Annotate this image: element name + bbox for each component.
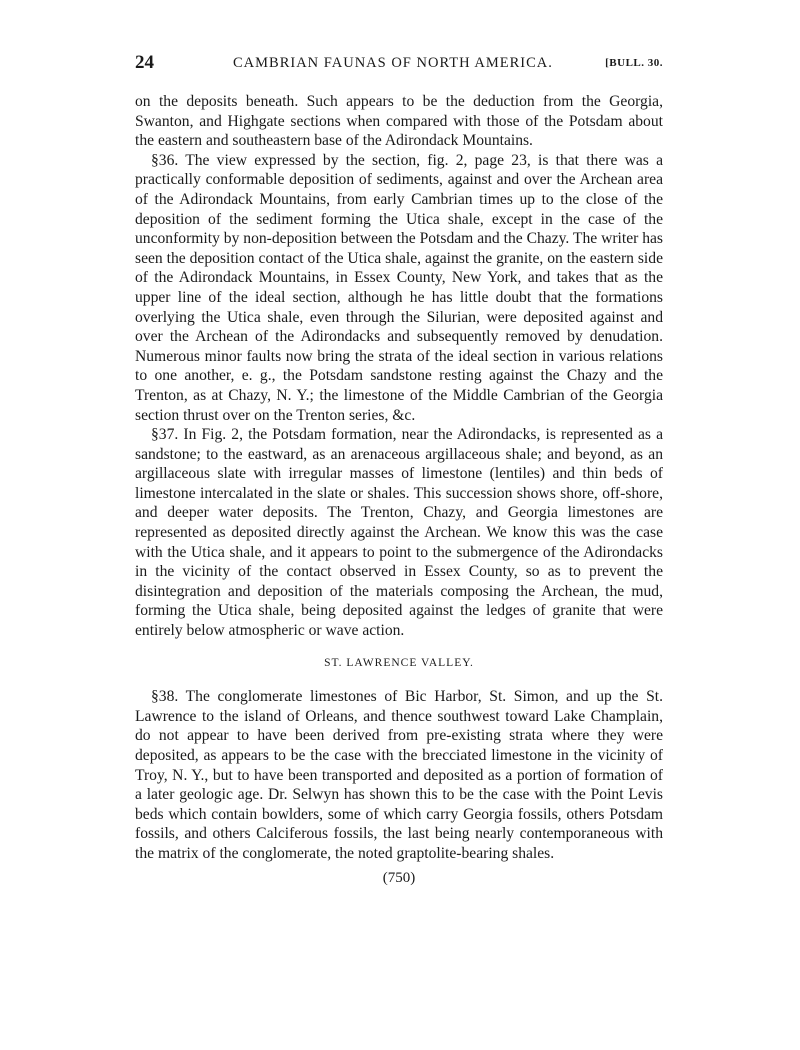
bulletin-reference: [BULL. 30. <box>605 57 663 69</box>
page-header <box>135 52 663 78</box>
paragraph-section-38: §38. The conglomerate limestones of Bic Harbor, St. Simon, and up the St. Lawrence to the island of Orleans, and thence southwest toward Lake Champlain, do not appear to have been derived from pre-existing strata where they were deposited, as appears to be the case with the brecciated limestone in the vicinity of Troy, N. Y., but to have been transported and deposited as a portion of formation of a later geologic age. Dr. Selwyn has shown this to be the case with the Point Levis beds which contain bowlders, some of which carry Georgia fossils, others Potsdam fossils, and others Calciferous fossils, the last being nearly contemporaneous with the matrix of the conglomerate, the noted graptolite-bearing shales. <box>135 688 663 862</box>
paragraph-section-36: §36. The view expressed by the section, fig. 2, page 23, is that there was a practically conformable deposition of sediments, against and over the Archean area of the Adirondack Mountains, from early Cambrian times up to the close of the deposition of the sediment forming the Utica shale, except in the case of the unconformity by non-deposition between the Potsdam and the Chazy. The writer has seen the deposition contact of the Utica shale, against the granite, on the eastern side of the Adirondack Mountains, in Essex County, New York, and takes that as the upper line of the ideal section, although he has little doubt that the formations overlying the Utica shale, even through the Silurian, were deposited against and over the Archean of the Adirondacks and subsequently removed by denudation. Numerous minor faults now bring the strata of the ideal section in various relations to one another, e. g., the Potsdam sandstone resting against the Chazy and the Trenton, as at Chazy, N. Y.; the limestone of the Middle Cambrian of the Georgia section thrust over on the Trenton series, &c. <box>135 151 663 424</box>
running-title: CAMBRIAN FAUNAS OF NORTH AMERICA. <box>233 55 553 71</box>
body-text <box>135 92 663 864</box>
document-page <box>135 52 663 887</box>
page-footer-folio: (750) <box>382 869 416 886</box>
paragraph-continuation: on the deposits beneath. Such appears to be the deduction from the Georgia, Swanton, and Highgate sections when compared with those of the Potsdam about the eastern and southeastern base of the Adirondack Mountains. <box>135 93 663 150</box>
section-heading: ST. LAWRENCE VALLEY. <box>324 656 474 669</box>
page-number: 24 <box>135 52 154 73</box>
paragraph-section-37: §37. In Fig. 2, the Potsdam formation, near the Adirondacks, is represented as a sandstone; to the eastward, as an arenaceous argillaceous shale; and beyond, as an argillaceous slate with irregular masses of limestone (lentiles) and thin beds of limestone intercalated in the slate or shales. This succession shows shore, off-shore, and deeper water deposits. The Trenton, Chazy, and Georgia limestones are represented as deposited directly against the Archean. We know this was the case with the Utica shale, and it appears to point to the submergence of the Adirondacks in the vicinity of the contact observed in Essex County, so as to prevent the disintegration and deposition of the materials composing the Archean, the mud, forming the Utica shale, being deposited against the ledges of granite that were entirely below atmospheric or wave action. <box>135 426 663 640</box>
